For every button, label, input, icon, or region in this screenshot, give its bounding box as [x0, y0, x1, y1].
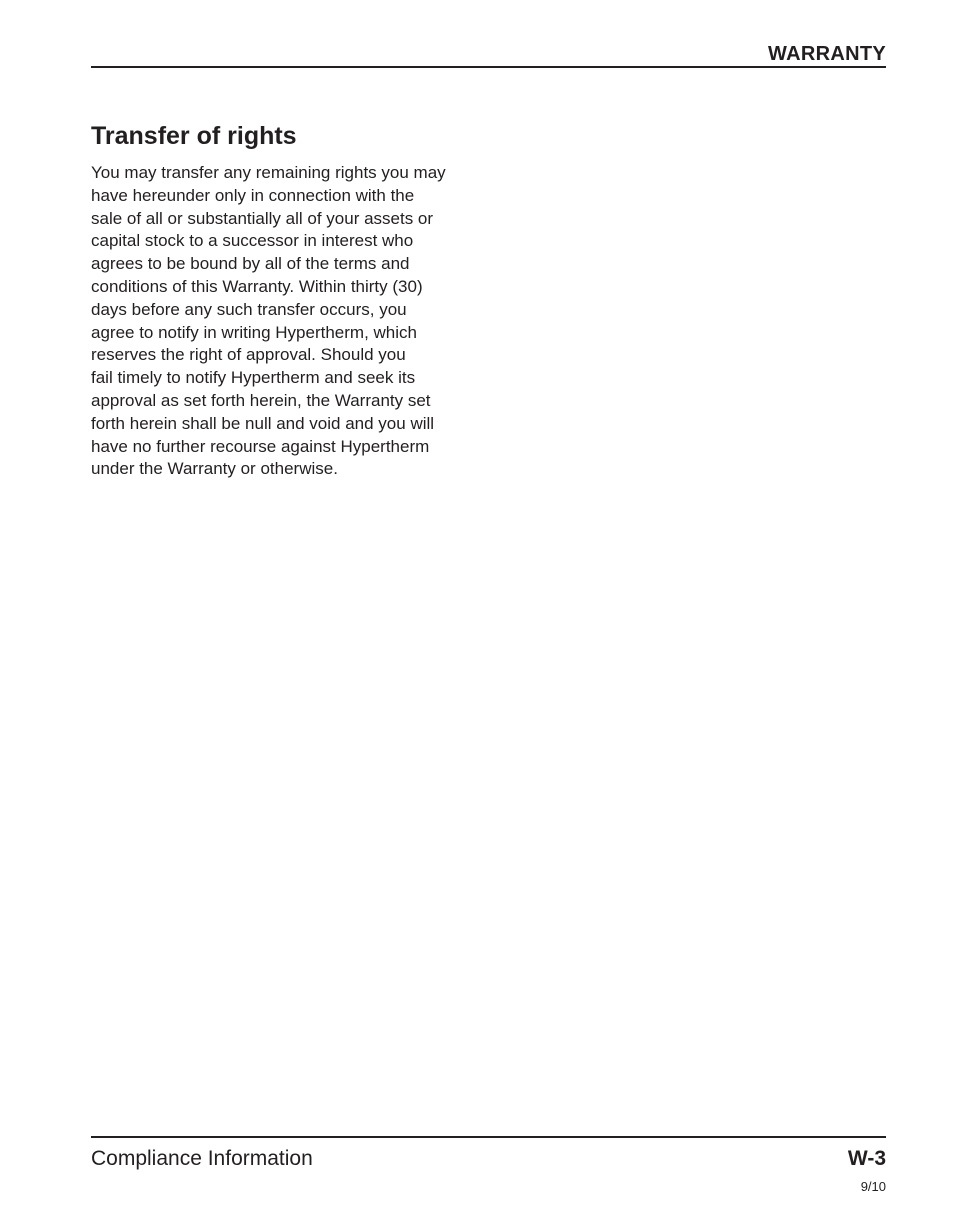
footer-divider: [91, 1136, 886, 1138]
body-line: conditions of this Warranty. Within thirty (30): [91, 276, 423, 296]
body-line: have hereunder only in connection with the: [91, 185, 415, 205]
page-number: W-3: [847, 1147, 886, 1170]
body-line: You may transfer any remaining rights you may: [91, 163, 446, 182]
body-line: under the Warranty or otherwise.: [91, 459, 338, 479]
footer-section-label: Compliance Information: [91, 1147, 313, 1170]
body-line: forth herein shall be null and void and you will: [91, 413, 435, 433]
body-line: capital stock to a successor in interest who: [91, 231, 414, 251]
body-line: sale of all or substantially all of your assets or: [91, 208, 434, 228]
body-line: fail timely to notify Hypertherm and seek its: [91, 368, 416, 388]
body-line: agrees to be bound by all of the terms and: [91, 254, 410, 274]
body-line: agree to notify in writing Hypertherm, which: [91, 322, 417, 342]
section-body: [91, 162, 476, 481]
body-line: reserves the right of approval. Should you: [91, 345, 406, 365]
body-line: days before any such transfer occurs, you: [91, 299, 407, 319]
header-divider: [91, 66, 886, 68]
revision-date: 9/10: [860, 1179, 886, 1194]
body-line: approval as set forth herein, the Warranty set: [91, 390, 431, 410]
page-header-title: WARRANTY: [768, 43, 886, 65]
body-line: have no further recourse against Hypertherm: [91, 436, 430, 456]
section-heading: Transfer of rights: [91, 122, 297, 150]
